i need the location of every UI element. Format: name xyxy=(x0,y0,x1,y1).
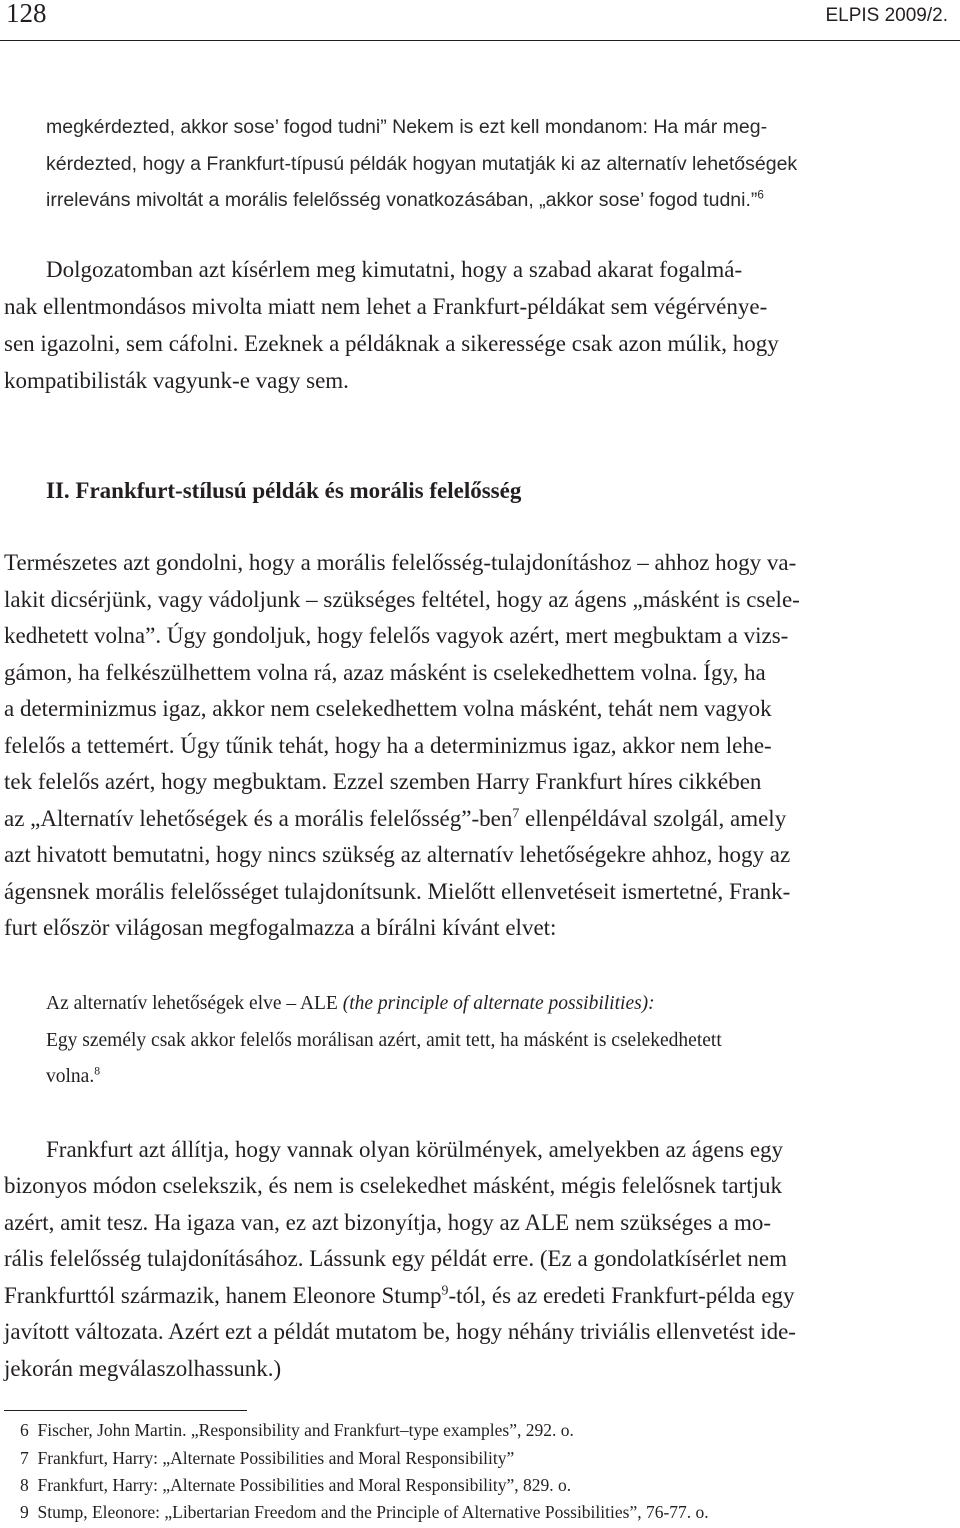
text-line: a determinizmus igaz, akkor nem cselekedhettem volna másként, tehát nem vagyok xyxy=(4,696,772,721)
footnote-ref-9[interactable]: 9 xyxy=(441,1282,449,1298)
text-line: lakit dicsérjünk, vagy vádoljunk – szükséges feltétel, hogy az ágens „másként is csele- xyxy=(4,587,800,612)
text-line: furt először világosan megfogalmazza a bírálni kívánt elvet: xyxy=(4,915,557,940)
footnote-ref-6[interactable]: 6 xyxy=(757,188,764,202)
quote-line: megkérdezted, akkor sose’ fogod tudni” Nekem is ezt kell mondanom: Ha már meg- xyxy=(46,116,768,138)
text-line: Dolgozatomban azt kísérlem meg kimutatni, hogy a szabad akarat fogalmá- xyxy=(46,257,743,282)
text-line: rális felelősség tulajdonításához. Lássunk egy példát erre. (Ez a gondolatkísérlet nem xyxy=(4,1246,788,1271)
footnote-7: 7 Frankfurt, Harry: „Alternate Possibilities and Moral Responsibility” xyxy=(20,1448,515,1468)
page-number: 128 xyxy=(6,0,47,28)
text-line: kompatibilisták vagyunk-e vagy sem. xyxy=(4,368,349,393)
journal-title: ELPIS 2009/2. xyxy=(825,5,948,26)
footnote-ref-8[interactable]: 8 xyxy=(94,1064,101,1078)
header-rule xyxy=(0,40,960,41)
quote-line: irreleváns mivoltát a morális felelősség vonatkozásában, „akkor sose’ fogod tudni.”$^6$ xyxy=(46,188,764,211)
text-line: kedhetett volna”. Úgy gondoljuk, hogy felelős vagyok azért, mert megbuktam a vizs- xyxy=(4,623,789,648)
text-line: jekorán megválaszolhassunk.) xyxy=(4,1356,282,1381)
text-line: Természetes azt gondolni, hogy a morális felelősség-tulajdonításhoz – ahhoz hogy va- xyxy=(4,550,797,575)
text-line: bizonyos módon cselekszik, és nem is cselekedhet másként, mégis felelősnek tartjuk xyxy=(4,1173,782,1198)
text-line: javított változata. Azért ezt a példát mutatom be, hogy néhány triviális ellenvetést ide- xyxy=(4,1319,796,1344)
text-line: nak ellentmondásos mivolta miatt nem lehet a Frankfurt-példákat sem végérvénye- xyxy=(4,294,768,319)
text-line: az „Alternatív lehetőségek és a morális felelősség”-ben$^7$ ellenpéldával szolgál, amely xyxy=(4,805,787,831)
text-line: Frankfurt azt állítja, hogy vannak olyan körülmények, amelyekben az ágens egy xyxy=(46,1137,784,1162)
text-line: tek felelős azért, hogy megbuktam. Ezzel szemben Harry Frankfurt híres cikkében xyxy=(4,769,762,794)
principle-text: volna.$^8$ xyxy=(46,1064,101,1087)
principle-text: Egy személy csak akkor felelős morálisan azért, amit tett, ha másként is cselekedhetett xyxy=(46,1030,722,1051)
section-heading: II. Frankfurt-stílusú példák és morális felelősség xyxy=(46,478,522,503)
text-line: azért, amit tesz. Ha igaza van, ez azt bizonyítja, hogy az ALE nem szükséges a mo- xyxy=(4,1210,771,1235)
quote-line: kérdezted, hogy a Frankfurt-típusú példák hogyan mutatják ki az alternatív lehetőségek xyxy=(46,153,798,175)
text-line: Frankfurttól származik, hanem Eleonore Stump$^9$-tól, és az eredeti Frankfurt-példa egy xyxy=(4,1282,795,1308)
principle-title: Az alternatív lehetőségek elve – ALE (the principle of alternate possibilities): xyxy=(46,993,655,1014)
footnote-8: 8 Frankfurt, Harry: „Alternate Possibilities and Moral Responsibility”, 829. o. xyxy=(20,1475,572,1495)
text-line: sen igazolni, sem cáfolni. Ezeknek a példáknak a sikeressége csak azon múlik, hogy xyxy=(4,331,779,356)
text-line: felelős a tettemért. Úgy tűnik tehát, hogy ha a determinizmus igaz, akkor nem lehe- xyxy=(4,733,772,758)
text-line: ágensnek morális felelősséget tulajdonítsunk. Mielőtt ellenvetéseit ismertetné, Frank- xyxy=(4,879,791,904)
footnote-ref-7[interactable]: 7 xyxy=(512,805,520,821)
text-line: azt hivatott bemutatni, hogy nincs szükség az alternatív lehetőségekre ahhoz, hogy az xyxy=(4,842,791,867)
footnote-6: 6 Fischer, John Martin. „Responsibility and Frankfurt–type examples”, 292. o. xyxy=(20,1420,574,1440)
footnote-rule xyxy=(4,1410,247,1411)
text-line: gámon, ha felkészülhettem volna rá, azaz másként is cselekedhettem volna. Így, ha xyxy=(4,660,766,685)
footnote-9: 9 Stump, Eleonore: „Libertarian Freedom and the Principle of Alternative Possibilities”, 76-77. o. xyxy=(20,1502,709,1522)
